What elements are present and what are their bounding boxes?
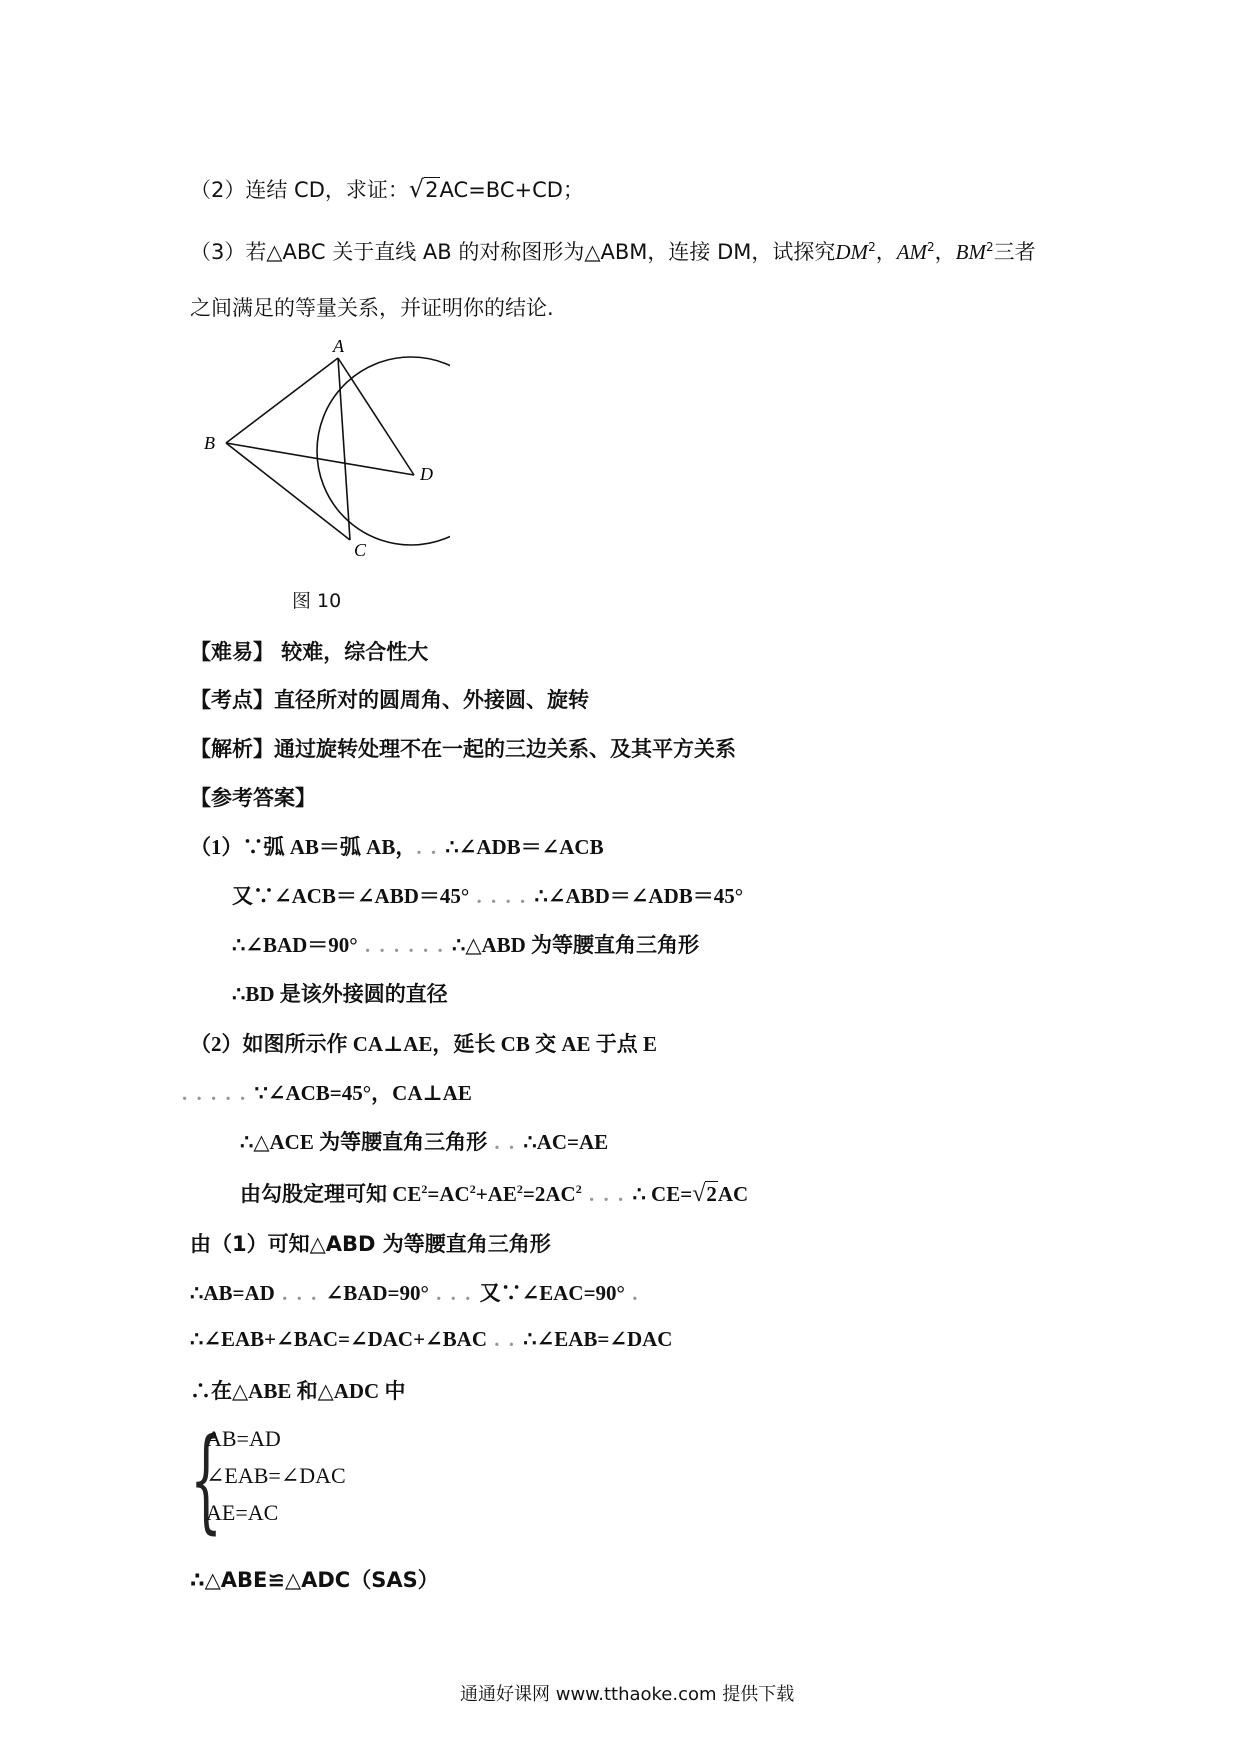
circumcircle <box>317 357 450 545</box>
left-brace: { <box>190 1415 223 1545</box>
equation-system <box>190 1415 410 1545</box>
segment-AD <box>338 358 414 475</box>
figure-caption: 图 10 <box>292 590 342 612</box>
answer-p2-line3: ∴△ACE 为等腰直角三角形 . . ∴AC=AE <box>240 1130 609 1154</box>
answer-p2-line7: ∴∠EAB+∠BAC=∠DAC+∠BAC . . ∴∠EAB=∠DAC <box>190 1327 673 1351</box>
answer-p1-line4: ∴BD 是该外接圆的直径 <box>232 982 448 1006</box>
difficulty: 【难易】 较难，综合性大 <box>190 640 429 664</box>
sqrt-symbol: √2 <box>408 175 439 203</box>
answer-p1-line2: 又∵∠ACB＝∠ABD＝45° . . . . ∴∠ABD＝∠ADB＝45° <box>232 884 744 908</box>
analysis: 【解析】通过旋转处理不在一起的三边关系、及其平方关系 <box>190 737 736 761</box>
answer-p1-line1: （1）∵弧 AB＝弧 AB，. . ∴∠ADB＝∠ACB <box>190 835 604 859</box>
segment-AB <box>226 358 338 443</box>
sqrt-symbol: √2 <box>692 1181 717 1207</box>
question-part2: （2）连结 CD，求证：√2AC=BC+CD； <box>190 175 584 203</box>
answer-p2-line8: ∴在△ABE 和△ADC 中 <box>190 1379 406 1403</box>
circle-figure <box>190 330 450 560</box>
answer-p2-line9: ∴△ABE≌△ADC（SAS） <box>190 1568 439 1592</box>
footer: 通通好课网 www.tthaoke.com 提供下载 <box>460 1684 795 1705</box>
answer-p1-line3: ∴∠BAD＝90° . . . . . . ∴△ABD 为等腰直角三角形 <box>232 933 700 957</box>
segment-BD <box>226 443 414 475</box>
question-part3-line2: 之间满足的等量关系，并证明你的结论. <box>190 296 554 320</box>
keypoint: 【考点】直径所对的圆周角、外接圆、旋转 <box>190 688 589 712</box>
answer-p2-line2: . . . . . ∵∠ACB=45°，CA⊥AE <box>182 1081 472 1105</box>
answer-heading: 【参考答案】 <box>190 786 316 810</box>
answer-p2-line6: ∴AB=AD . . . ∠BAD=90° . . . 又∵∠EAC=90° . <box>190 1281 640 1305</box>
answer-p2-line1: （2）如图所示作 CA⊥AE，延长 CB 交 AE 于点 E <box>190 1032 658 1056</box>
system-line-2: ∠EAB=∠DAC <box>206 1463 346 1488</box>
segment-BC <box>226 443 350 540</box>
system-line-1: AB=AD <box>206 1426 281 1451</box>
label-C: C <box>354 540 367 560</box>
label-B: B <box>204 433 215 453</box>
label-A: A <box>333 336 344 356</box>
question-part3-line1: （3）若△ABC 关于直线 AB 的对称图形为△ABM，连接 DM，试探究$DM^2$，$AM^2$，$BM^2$三者 <box>190 240 1036 264</box>
answer-p2-line5: 由（1）可知△ABD 为等腰直角三角形 <box>190 1232 551 1256</box>
system-line-3: AE=AC <box>206 1500 279 1525</box>
answer-p2-line4: 由勾股定理可知 $CE^2=AC^2+AE^2=2AC^2$ . . . ∴ CE=√2AC <box>240 1181 749 1207</box>
label-D: D <box>420 464 433 484</box>
